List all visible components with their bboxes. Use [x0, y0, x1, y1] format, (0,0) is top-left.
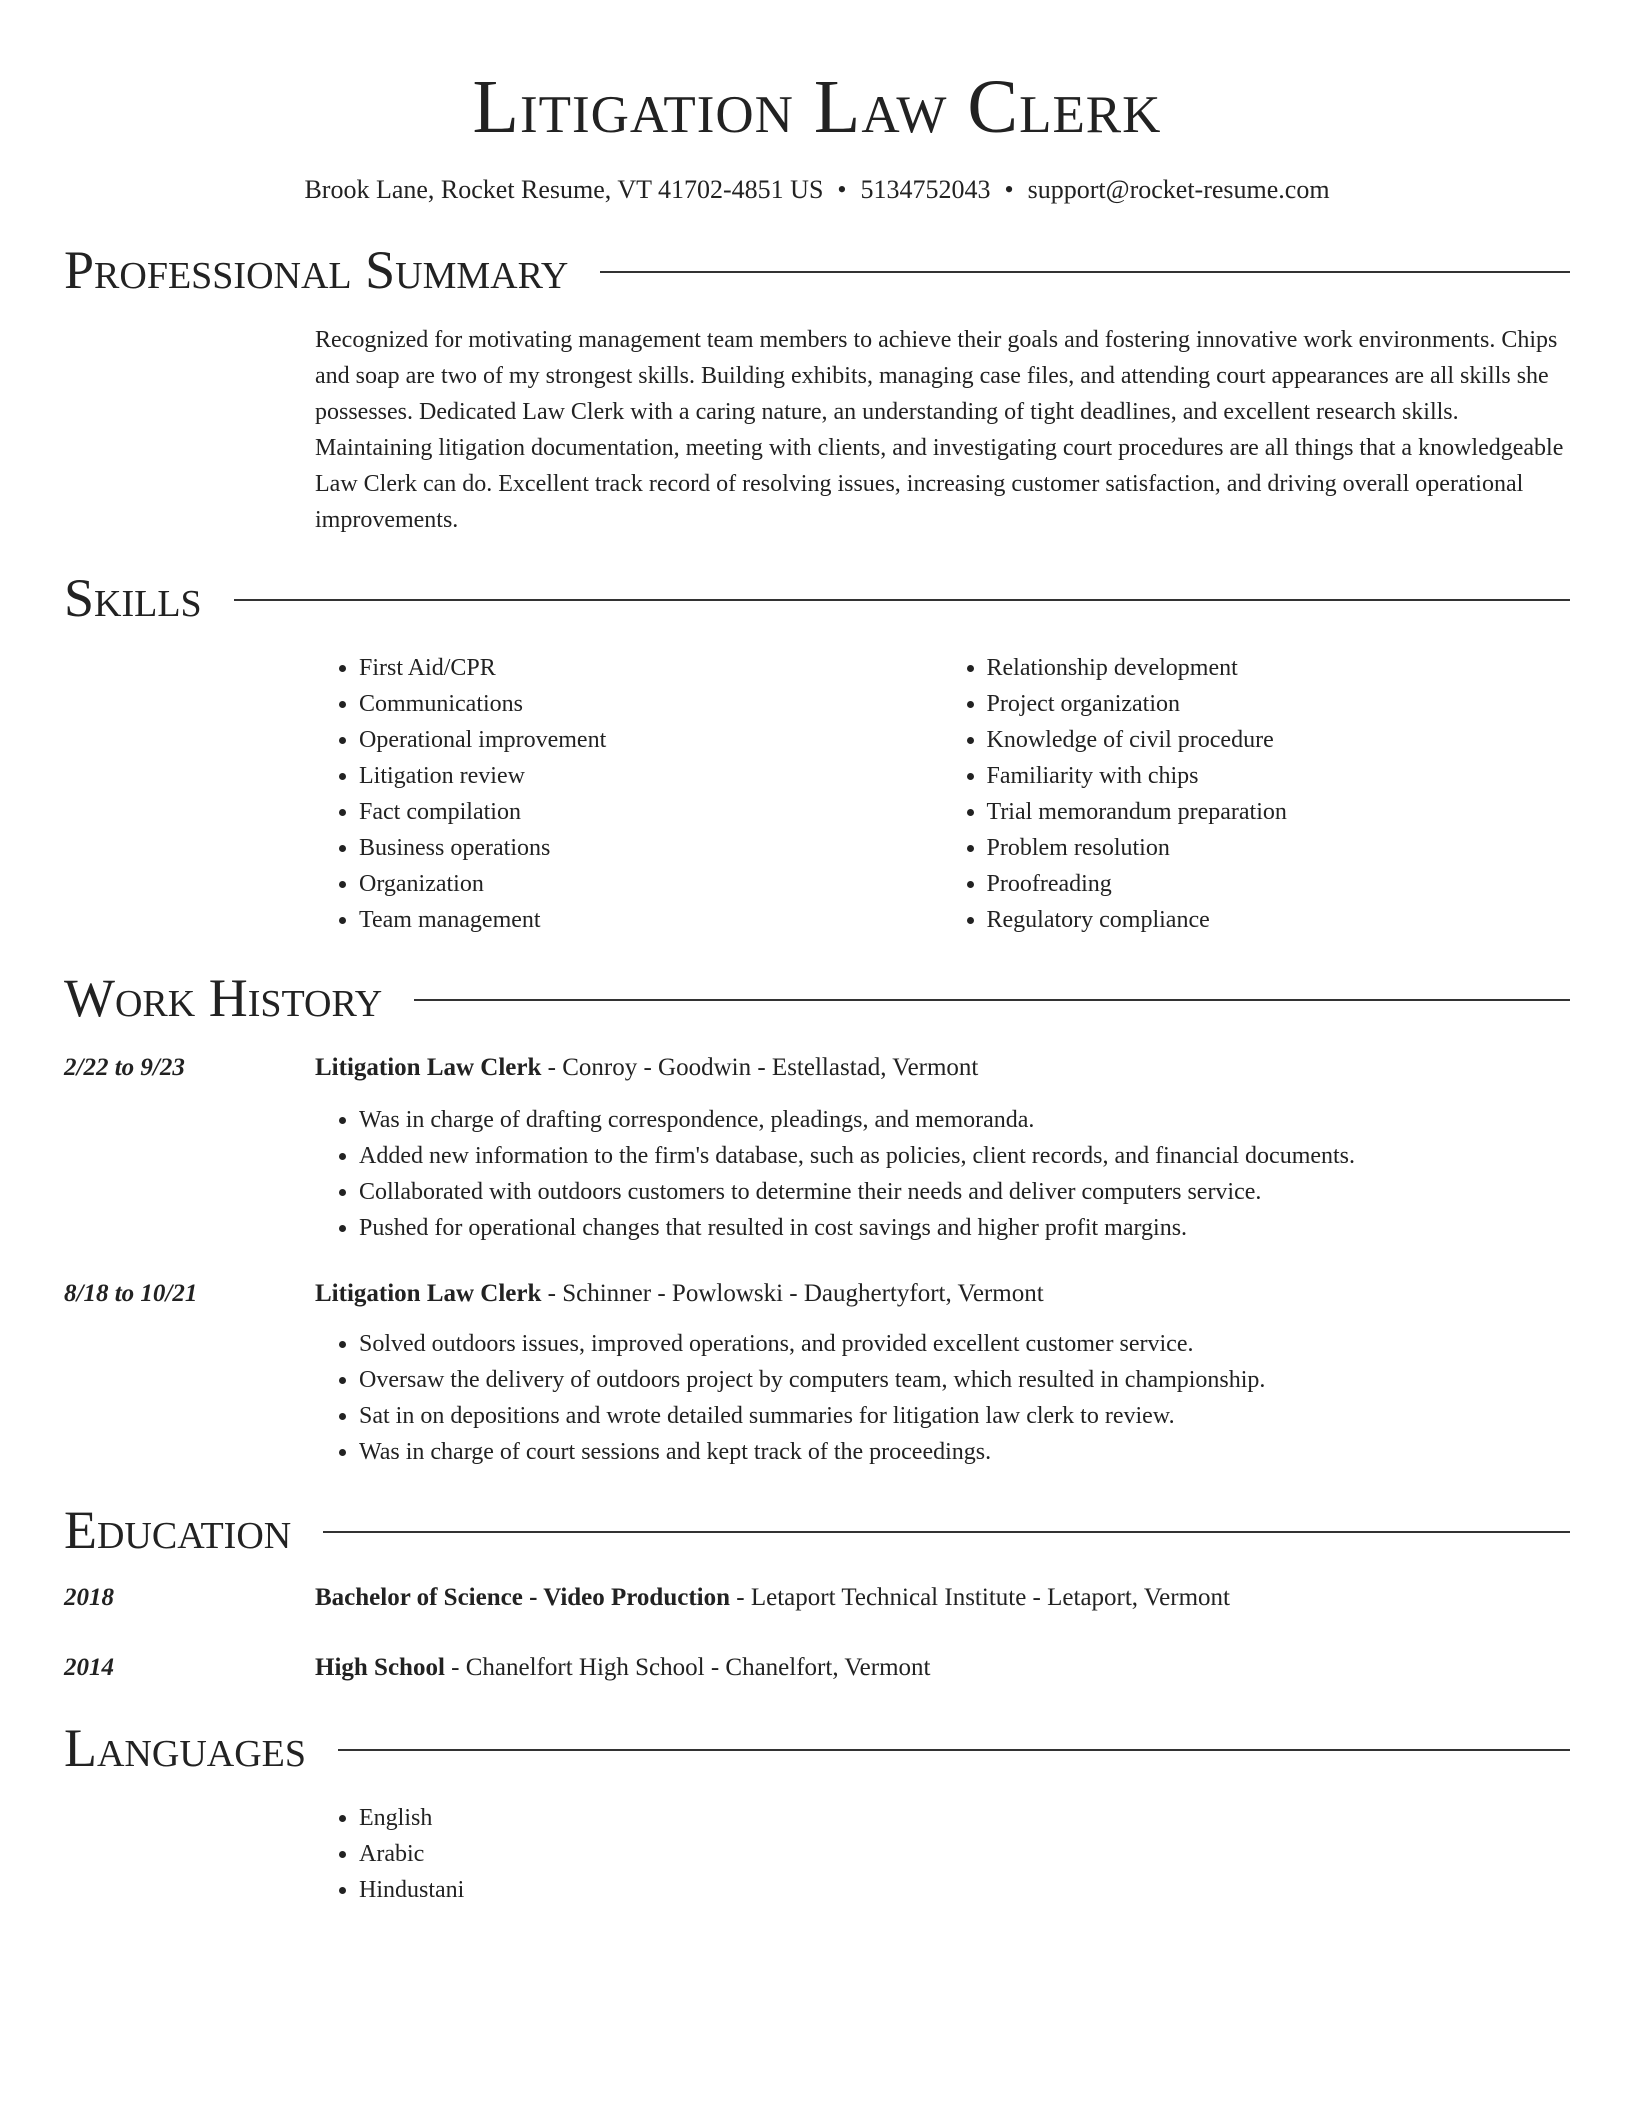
skill-item: • Trial memorandum preparation [987, 794, 1571, 830]
skills-column-left [315, 650, 943, 938]
job-title-line [315, 1276, 1044, 1312]
section-divider [600, 271, 1570, 273]
job-dates: 8/18 to 10/21 [64, 1280, 198, 1307]
skills-section-header [64, 566, 1570, 630]
job-bullet: • Pushed for operational changes that resulted in cost savings and higher profit margins. [359, 1210, 1570, 1246]
job-header [64, 1276, 1570, 1312]
skills-list [315, 650, 1570, 938]
summary-section-header [64, 238, 1570, 302]
languages-list [315, 1800, 1570, 1908]
job-bullets [315, 1326, 1570, 1470]
work-section-title: Work History [64, 968, 383, 1028]
job-bullet: • Oversaw the delivery of outdoors project by computers team, which resulted in championship. [359, 1362, 1570, 1398]
job-dates: 2/22 to 9/23 [64, 1054, 185, 1081]
skills-column-right [943, 650, 1571, 938]
work-section-header [64, 966, 1570, 1030]
skill-item: • Knowledge of civil procedure [987, 722, 1571, 758]
education-section-title: Education [64, 1500, 292, 1560]
job-bullets [315, 1102, 1570, 1246]
job-title-line [315, 1050, 978, 1086]
skill-item: • First Aid/CPR [359, 650, 943, 686]
skills-section-title: Skills [64, 568, 202, 628]
skill-item: • Problem resolution [987, 830, 1571, 866]
education-section-header [64, 1498, 1570, 1562]
skill-item: • Proofreading [987, 866, 1571, 902]
languages-section-title: Languages [64, 1718, 306, 1778]
skill-item: • Operational improvement [359, 722, 943, 758]
education-entry [64, 1650, 1570, 1686]
section-divider [234, 599, 1570, 601]
contact-email: support@rocket-resume.com [1027, 175, 1330, 204]
resume-page [64, 0, 1570, 1908]
skill-item: • Communications [359, 686, 943, 722]
job-bullet: • Added new information to the firm's database, such as policies, client records, and financial documents. [359, 1138, 1570, 1174]
skill-item: • Familiarity with chips [987, 758, 1571, 794]
skill-item: • Litigation review [359, 758, 943, 794]
section-divider [414, 999, 1570, 1001]
language-item: • Arabic [359, 1836, 1570, 1872]
education-entry [64, 1580, 1570, 1616]
education-line [315, 1580, 1230, 1616]
education-school: - Letaport Technical Institute - Letaport, Vermont [730, 1584, 1230, 1611]
summary-text: Recognized for motivating management team members to achieve their goals and fostering innovative work environments. Chips and soap are two of my strongest skills. Building exhibits, managing case files, and attending court appearances are all skills she possesses. Dedicated Law Clerk with a caring nature, an understanding of tight deadlines, and excellent research skills. Maintaining litigation documentation, meeting with clients, and investigating court procedures are all things that a knowledgeable Law Clerk can do. Excellent track record of resolving issues, increasing customer satisfaction, and driving overall operational improvements. [315, 327, 1564, 533]
job-bullet: • Sat in on depositions and wrote detailed summaries for litigation law clerk to review. [359, 1398, 1570, 1434]
skill-item: • Regulatory compliance [987, 902, 1571, 938]
education-line [315, 1650, 930, 1686]
section-divider [323, 1531, 1570, 1533]
language-item: • Hindustani [359, 1872, 1570, 1908]
contact-separator: • [837, 175, 847, 204]
summary-section-title: Professional Summary [64, 240, 569, 300]
education-year: 2014 [64, 1654, 114, 1681]
job-bullet: • Solved outdoors issues, improved operations, and provided excellent customer service. [359, 1326, 1570, 1362]
job-employer: - Schinner - Powlowski - Daughertyfort, Vermont [541, 1280, 1044, 1307]
section-divider [338, 1749, 1570, 1751]
job-role: Litigation Law Clerk [315, 1280, 542, 1307]
skill-item: • Team management [359, 902, 943, 938]
contact-address: Brook Lane, Rocket Resume, VT 41702-4851 US [304, 175, 824, 204]
job-entry [64, 1276, 1570, 1470]
job-bullet: • Collaborated with outdoors customers to determine their needs and deliver computers service. [359, 1174, 1570, 1210]
skill-item: • Project organization [987, 686, 1571, 722]
skill-item: • Fact compilation [359, 794, 943, 830]
education-school: - Chanelfort High School - Chanelfort, Vermont [444, 1654, 931, 1681]
resume-name: Litigation Law Clerk [472, 65, 1162, 149]
skill-item: • Relationship development [987, 650, 1571, 686]
job-employer: - Conroy - Goodwin - Estellastad, Vermont [541, 1054, 979, 1081]
language-item: • English [359, 1800, 1570, 1836]
job-bullet: • Was in charge of court sessions and kept track of the proceedings. [359, 1434, 1570, 1470]
job-entry [64, 1050, 1570, 1246]
contact-phone: 5134752043 [860, 175, 991, 204]
contact-line [64, 174, 1570, 206]
education-year: 2018 [64, 1584, 114, 1611]
skill-item: • Organization [359, 866, 943, 902]
job-role: Litigation Law Clerk [315, 1054, 542, 1081]
education-degree: High School [315, 1654, 445, 1681]
job-bullet: • Was in charge of drafting correspondence, pleadings, and memoranda. [359, 1102, 1570, 1138]
skill-item: • Business operations [359, 830, 943, 866]
education-degree: Bachelor of Science - Video Production [315, 1584, 731, 1611]
job-header [64, 1050, 1570, 1086]
languages-section-header [64, 1716, 1570, 1780]
contact-separator: • [1004, 175, 1014, 204]
